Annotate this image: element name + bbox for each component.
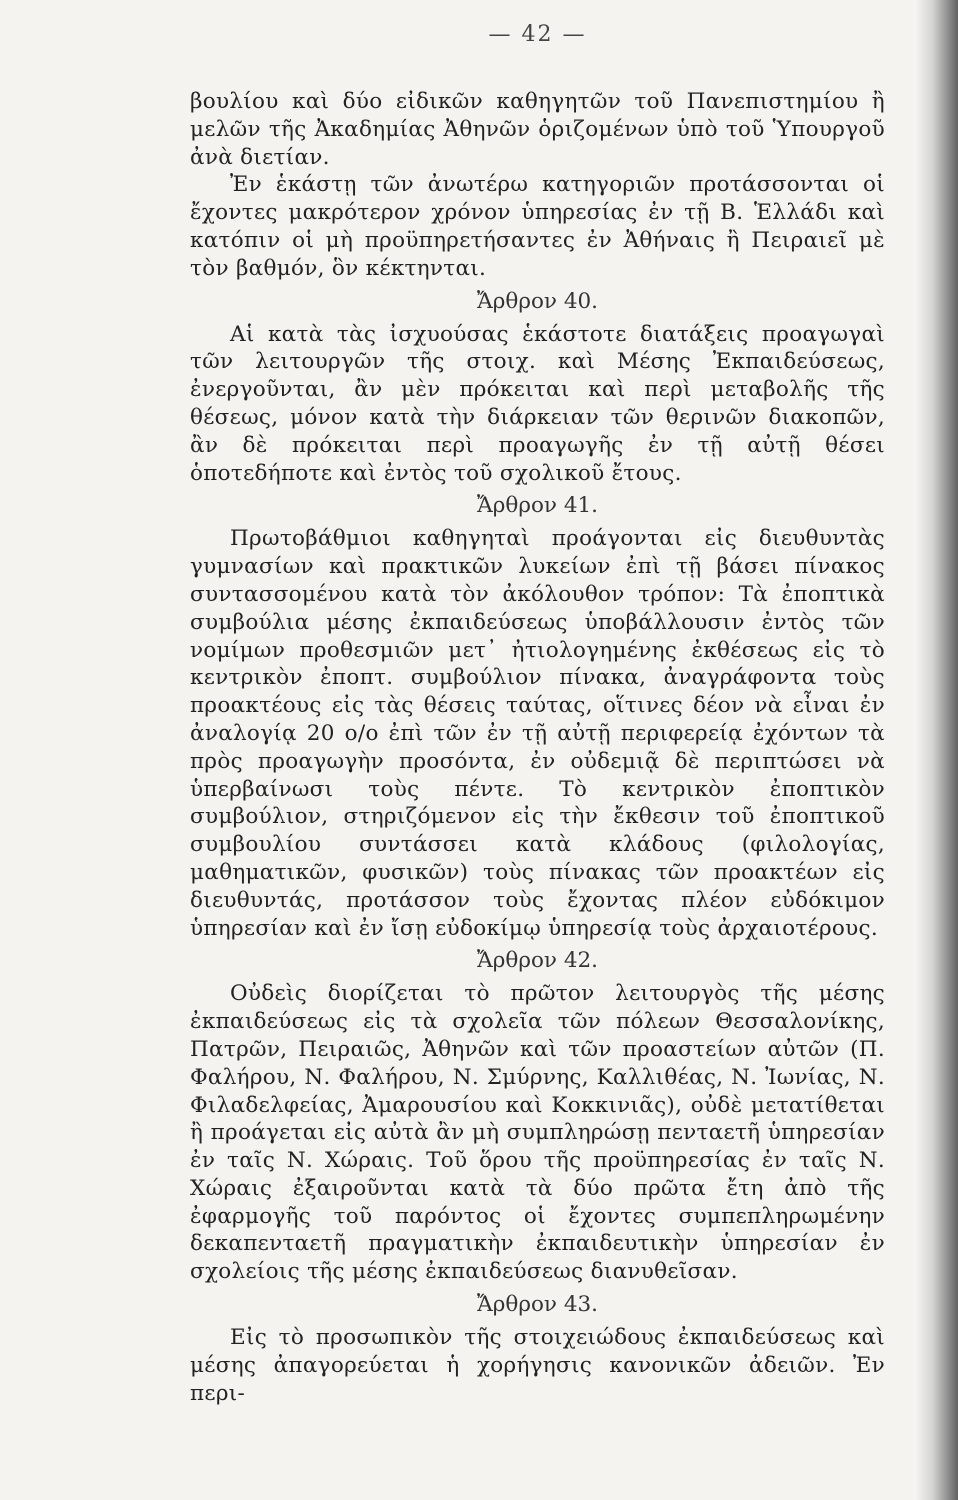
article-43-text: Εἰς τὸ προσωπικὸν τῆς στοιχειώδους ἐκπαιδεύσεως καὶ μέσης ἀπαγορεύεται ἡ χορήγησις κανονικῶν ἀδειῶν. Ἐν περι-	[190, 1325, 885, 1406]
paragraph-precedence: Ἐν ἑκάστῃ τῶν ἀνωτέρω κατηγοριῶν προτάσσονται οἱ ἔχοντες μακρότερον χρόνον ὑπηρεσίας ἐν τῇ Β. Ἑλλάδι καὶ κατόπιν οἱ μὴ προϋπηρετήσαντες ἐν Ἀθήναις ἢ Πειραιεῖ μὲ τὸν βαθμόν, ὃν κέκτηνται.	[190, 172, 885, 281]
article-40-text: Αἱ κατὰ τὰς ἰσχυούσας ἑκάστοτε διατάξεις προαγωγαὶ τῶν λειτουργῶν τῆς στοιχ. καὶ Μέσης Ἐκπαιδεύσεως, ἐνεργοῦνται, ἂν μὲν πρόκειται καὶ περὶ μεταβολῆς τῆς θέσεως, μόνον κατὰ τὴν διάρκειαν τῶν θερινῶν διακοπῶν, ἂν δὲ πρόκειται περὶ προαγωγῆς ἐν τῇ αὐτῇ θέσει ὁποτεδήποτε καὶ ἐντὸς τοῦ σχολικοῦ ἔτους.	[190, 321, 885, 486]
article-heading-41: Ἄρθρον 41.	[476, 493, 599, 519]
scan-edge-shadow	[916, 0, 958, 1500]
article-heading-43: Ἄρθρον 43.	[476, 1292, 599, 1318]
page-number: — 42 —	[488, 22, 587, 47]
article-41-text: Πρωτοβάθμιοι καθηγηταὶ προάγονται εἰς διευθυντὰς γυμνασίων καὶ πρακτικῶν λυκείων ἐπὶ τῇ βάσει πίνακος συντασσομένου κατὰ τὸν ἀκόλουθον τρόπον: Τὰ ἐποπτικὰ συμβούλια μέσης ἐκπαιδεύσεως ὑποβάλλουσιν ἐντὸς τῶν νομίμων προθεσμιῶν μετ᾽ ἠτιολογημένης ἐκθέσεως εἰς τὸ κεντρικὸν ἐποπτ. συμβούλιον πίνακα, ἀναγράφοντα τοὺς προακτέους εἰς τὰς θέσεις ταύτας, οἵτινες δέον νὰ εἶναι ἐν ἀναλογίᾳ 20 ο/ο ἐπὶ τῶν ἐν τῇ αὐτῇ περιφερείᾳ ἐχόντων τὰ πρὸς προαγωγὴν προσόντα, ἐν οὐδεμιᾷ δὲ περιπτώσει νὰ ὑπερβαίνωσι τοὺς πέντε. Τὸ κεντρικὸν ἐποπτικὸν συμβούλιον, στηριζόμενον εἰς τὴν ἔκθεσιν τοῦ ἐποπτικοῦ συμβουλίου συντάσσει κατὰ κλάδους (φιλολογίας, μαθηματικῶν, φυσικῶν) τοὺς πίνακας τῶν προακτέων εἰς διευθυντάς, προτάσσον τοὺς ἔχοντας πλέον εὐδόκιμον ὑπηρεσίαν καὶ ἐν ἴσῃ εὐδοκίμῳ ὑπηρεσίᾳ τοὺς ἀρχαιοτέρους.	[190, 526, 885, 941]
document-page	[190, 20, 885, 1407]
article-42-text: Οὐδεὶς διορίζεται τὸ πρῶτον λειτουργὸς τῆς μέσης ἐκπαιδεύσεως εἰς τὰ σχολεῖα τῶν πόλεων Θεσσαλονίκης, Πατρῶν, Πειραιῶς, Ἀθηνῶν καὶ τῶν προαστείων αὐτῶν (Π. Φαλήρου, Ν. Φαλήρου, Ν. Σμύρνης, Καλλιθέας, Ν. Ἰωνίας, Ν. Φιλαδελφείας, Ἀμαρουσίου καὶ Κοκκινιᾶς), οὐδὲ μετατίθεται ἢ προάγεται εἰς αὐτὰ ἂν μὴ συμπληρώσῃ πενταετῆ ὑπηρεσίαν ἐν ταῖς Ν. Χώραις. Τοῦ ὅρου τῆς προϋπηρεσίας ἐν ταῖς Ν. Χώραις ἐξαιροῦνται κατὰ τὰ δύο πρῶτα ἔτη ἀπὸ τῆς ἐφαρμογῆς τοῦ παρόντος οἱ ἔχοντες συμπεπληρωμένην δεκαπενταετῆ πραγματικὴν ἐκπαιδευτικὴν ὑπηρεσίαν ἐν σχολείοις τῆς μέσης ἐκπαιδεύσεως διανυθεῖσαν.	[190, 981, 885, 1285]
article-heading-42: Ἄρθρον 42.	[476, 948, 599, 974]
article-heading-40: Ἄρθρον 40.	[476, 288, 599, 314]
paragraph-continuation: βουλίου καὶ δύο εἰδικῶν καθηγητῶν τοῦ Πανεπιστημίου ἢ μελῶν τῆς Ἀκαδημίας Ἀθηνῶν ὁριζομένων ὑπὸ τοῦ Ὑπουργοῦ ἀνὰ διετίαν.	[190, 89, 885, 170]
